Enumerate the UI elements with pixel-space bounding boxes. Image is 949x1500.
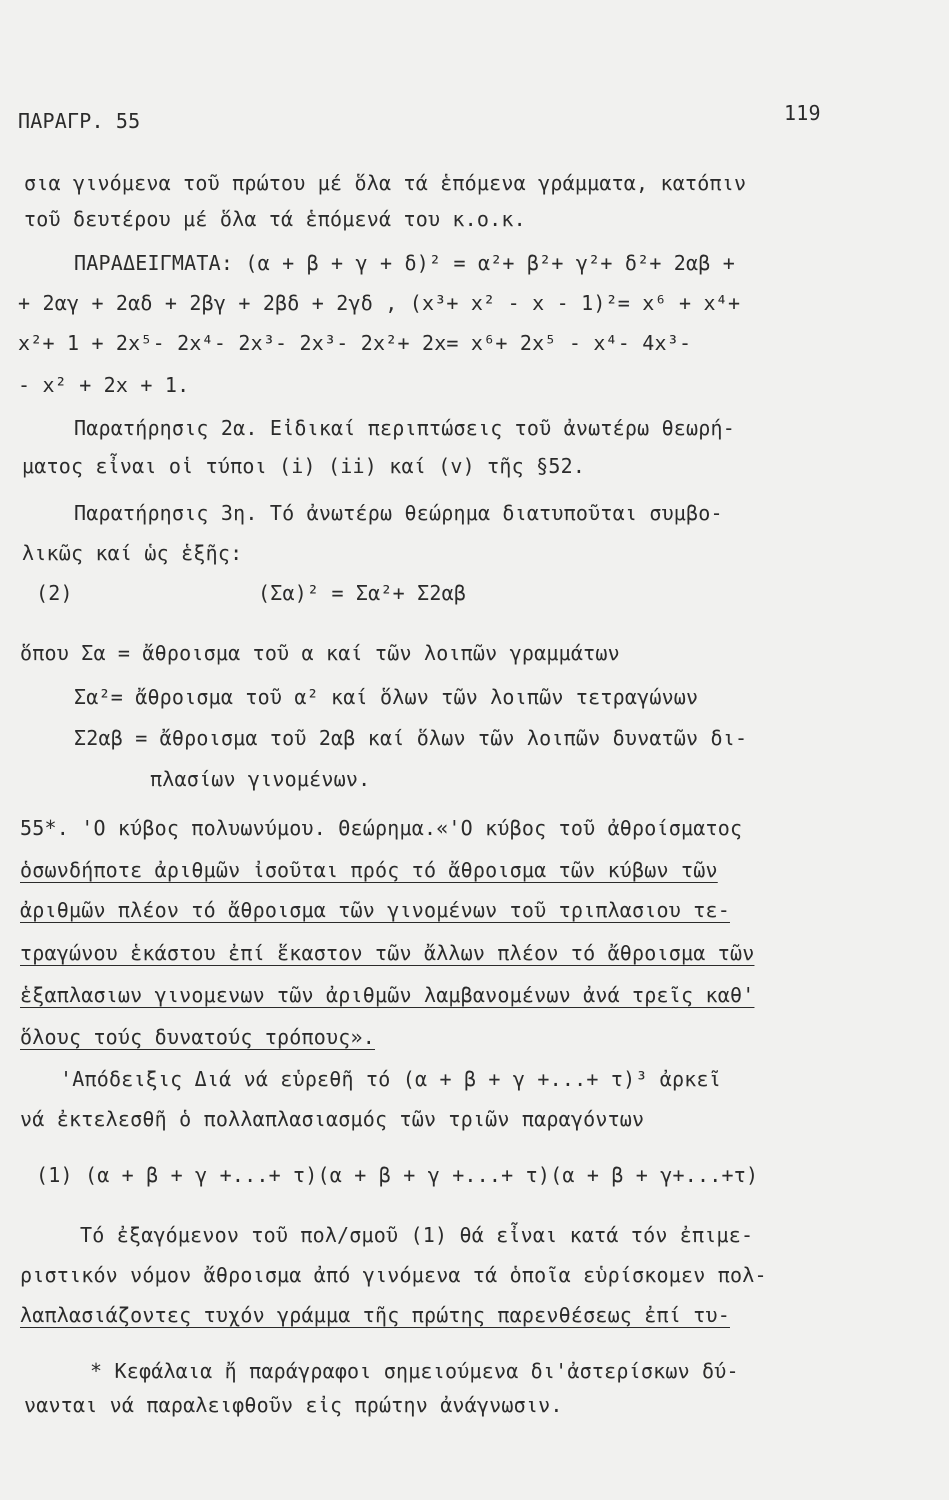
- text-line: x²+ 1 + 2x⁵- 2x⁴- 2x³- 2x³- 2x²+ 2x= x⁶+ 2x⁵ - x⁴- 4x³-: [18, 331, 692, 355]
- theorem-line: ὁσωνδήποτε ἀριθμῶν ἰσοῦται πρός τό ἄθροισμα τῶν κύβων τῶν: [20, 858, 718, 882]
- text-line: ὅπου Σα = ἄθροισμα τοῦ α καί τῶν λοιπῶν γραμμάτων: [20, 641, 620, 665]
- theorem-line: ἀριθμῶν πλέον τό ἄθροισμα τῶν γινομένων τοῦ τριπλασιου τε-: [20, 898, 730, 922]
- text-line: σια γινόμενα τοῦ πρώτου μέ ὅλα τά ἑπόμενα γράμματα, κατόπιν: [24, 171, 747, 195]
- text-line: Παρατήρησις 2α. Εἰδικαί περιπτώσεις τοῦ ἀνωτέρω θεωρή-: [74, 416, 736, 440]
- section-heading: 55*. 'Ο κύβος πολυωνύμου. Θεώρημα.«'Ο κύβος τοῦ ἀθροίσματος: [20, 816, 743, 840]
- text-line: ματος εἶναι οἱ τύποι (i) (ii) καί (v) τῆς §52.: [22, 454, 586, 478]
- footnote: νανται νά παραλειφθοῦν εἰς πρώτην ἀνάγνωσιν.: [24, 1393, 563, 1417]
- text-line: Παρατήρησις 3η. Τό ἀνωτέρω θεώρημα διατυποῦται συμβο-: [74, 501, 723, 525]
- theorem-line: ἑξαπλασιων γινομενων τῶν ἀριθμῶν λαμβανομένων ἀνά τρεῖς καθ': [20, 983, 755, 1007]
- text-line: Σα²= ἄθροισμα τοῦ α² καί ὅλων τῶν λοιπῶν τετραγώνων: [74, 685, 699, 709]
- text-line: πλασίων γινομένων.: [150, 767, 371, 791]
- text-line: Σ2αβ = ἄθροισμα τοῦ 2αβ καί ὅλων τῶν λοιπῶν δυνατῶν δι-: [74, 726, 748, 750]
- text-line: λικῶς καί ὡς ἑξῆς:: [22, 541, 243, 565]
- text-line: τοῦ δευτέρου μέ ὅλα τά ἑπόμενά του κ.ο.κ.: [24, 207, 526, 231]
- theorem-line: ὅλους τούς δυνατούς τρόπους».: [20, 1025, 375, 1049]
- footnote: * Κεφάλαια ἤ παράγραφοι σημειούμενα δι'ἀστερίσκων δύ-: [90, 1359, 739, 1383]
- text-line: Τό ἐξαγόμενον τοῦ πολ/σμοῦ (1) θά εἶναι κατά τόν ἐπιμε-: [80, 1223, 754, 1247]
- equation: (1) (α + β + γ +...+ τ)(α + β + γ +...+ τ)(α + β + γ+...+τ): [36, 1163, 759, 1187]
- theorem-line: τραγώνου ἑκάστου ἐπί ἕκαστον τῶν ἄλλων πλέον τό ἄθροισμα τῶν: [20, 941, 755, 965]
- equation-number: (2): [36, 581, 73, 605]
- text-line: ριστικόν νόμον ἄθροισμα ἀπό γινόμενα τά ὁποῖα εὑρίσκομεν πολ-: [20, 1263, 767, 1287]
- text-line: λαπλασιάζοντες τυχόν γράμμα τῆς πρώτης παρενθέσεως ἐπί τυ-: [20, 1303, 730, 1327]
- page-number: 119: [784, 101, 821, 125]
- text-line: 'Απόδειξις Διά νά εὑρεθῆ τό (α + β + γ +...+ τ)³ ἀρκεῖ: [60, 1067, 722, 1091]
- running-header: ΠΑΡΑΓΡ. 55: [18, 109, 141, 133]
- text-line: ΠΑΡΑΔΕΙΓΜΑΤΑ: (α + β + γ + δ)² = α²+ β²+ γ²+ δ²+ 2αβ +: [74, 251, 736, 275]
- equation: (Σα)² = Σα²+ Σ2αβ: [258, 581, 467, 605]
- text-line: + 2αγ + 2αδ + 2βγ + 2βδ + 2γδ , (x³+ x² - x - 1)²= x⁶ + x⁴+: [18, 291, 741, 315]
- text-line: - x² + 2x + 1.: [18, 373, 190, 397]
- text-line: νά ἐκτελεσθῆ ὁ πολλαπλασιασμός τῶν τριῶν παραγόντων: [20, 1107, 645, 1131]
